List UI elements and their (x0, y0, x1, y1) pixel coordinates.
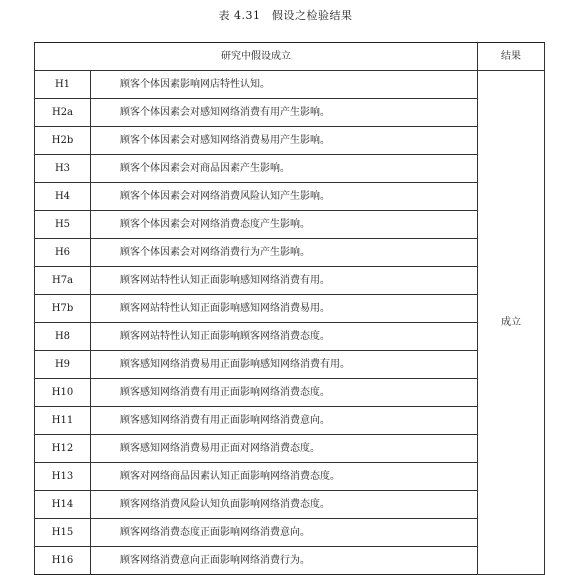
hypothesis-id: H4 (35, 183, 91, 211)
hypothesis-id: H14 (35, 491, 91, 519)
hypothesis-text: 顾客个体因素会对商品因素产生影响。 (91, 155, 478, 183)
hypothesis-text: 顾客个体因素会对感知网络消费有用产生影响。 (91, 99, 478, 127)
header-hypothesis: 研究中假设成立 (35, 43, 478, 71)
table-row (35, 295, 545, 323)
hypothesis-text: 顾客个体因素会对感知网络消费易用产生影响。 (91, 127, 478, 155)
hypothesis-text: 顾客个体因素会对网络消费态度产生影响。 (91, 211, 478, 239)
hypothesis-id: H3 (35, 155, 91, 183)
table-body (35, 71, 545, 575)
table-row (35, 435, 545, 463)
table-row (35, 183, 545, 211)
hypothesis-text: 顾客网络消费意向正面影响网络消费行为。 (91, 547, 478, 575)
hypothesis-id: H7a (35, 267, 91, 295)
hypothesis-id: H2a (35, 99, 91, 127)
table-row (35, 71, 545, 99)
hypothesis-id: H2b (35, 127, 91, 155)
hypothesis-id: H13 (35, 463, 91, 491)
hypothesis-text: 顾客个体因素会对网络消费风险认知产生影响。 (91, 183, 478, 211)
header-result: 结果 (478, 43, 545, 71)
hypothesis-text: 顾客感知网络消费有用正面影响网络消费态度。 (91, 379, 478, 407)
table-row (35, 491, 545, 519)
table-row (35, 379, 545, 407)
hypothesis-results-table (34, 42, 545, 575)
table-row (35, 351, 545, 379)
hypothesis-id: H11 (35, 407, 91, 435)
hypothesis-id: H5 (35, 211, 91, 239)
hypothesis-text: 顾客网站特性认知正面影响感知网络消费有用。 (91, 267, 478, 295)
hypothesis-id: H1 (35, 71, 91, 99)
hypothesis-id: H16 (35, 547, 91, 575)
hypothesis-text: 顾客感知网络消费易用正面对网络消费态度。 (91, 435, 478, 463)
hypothesis-text: 顾客网络消费态度正面影响网络消费意向。 (91, 519, 478, 547)
table-row (35, 99, 545, 127)
table-row (35, 519, 545, 547)
hypothesis-id: H10 (35, 379, 91, 407)
hypothesis-text: 顾客对网络商品因素认知正面影响网络消费态度。 (91, 463, 478, 491)
hypothesis-text: 顾客个体因素影响网店特性认知。 (91, 71, 478, 99)
table-row (35, 239, 545, 267)
table-row (35, 463, 545, 491)
hypothesis-id: H12 (35, 435, 91, 463)
table-row (35, 547, 545, 575)
hypothesis-text: 顾客感知网络消费有用正面影响网络消费意向。 (91, 407, 478, 435)
table-row (35, 211, 545, 239)
table-header-row (35, 43, 545, 71)
table-row (35, 127, 545, 155)
hypothesis-text: 顾客网站特性认知正面影响顾客网络消费态度。 (91, 323, 478, 351)
hypothesis-id: H7b (35, 295, 91, 323)
hypothesis-id: H15 (35, 519, 91, 547)
table-caption: 表 4.31 假设之检验结果 (218, 9, 353, 22)
hypothesis-text: 顾客网站特性认知正面影响感知网络消费易用。 (91, 295, 478, 323)
hypothesis-text: 顾客个体因素会对网络消费行为产生影响。 (91, 239, 478, 267)
table-row (35, 155, 545, 183)
hypothesis-id: H9 (35, 351, 91, 379)
table-row (35, 267, 545, 295)
hypothesis-text: 顾客网络消费风险认知负面影响网络消费态度。 (91, 491, 478, 519)
table-row (35, 407, 545, 435)
table-row (35, 323, 545, 351)
result-cell: 成立 (478, 71, 545, 575)
hypothesis-id: H8 (35, 323, 91, 351)
hypothesis-id: H6 (35, 239, 91, 267)
hypothesis-text: 顾客感知网络消费易用正面影响感知网络消费有用。 (91, 351, 478, 379)
